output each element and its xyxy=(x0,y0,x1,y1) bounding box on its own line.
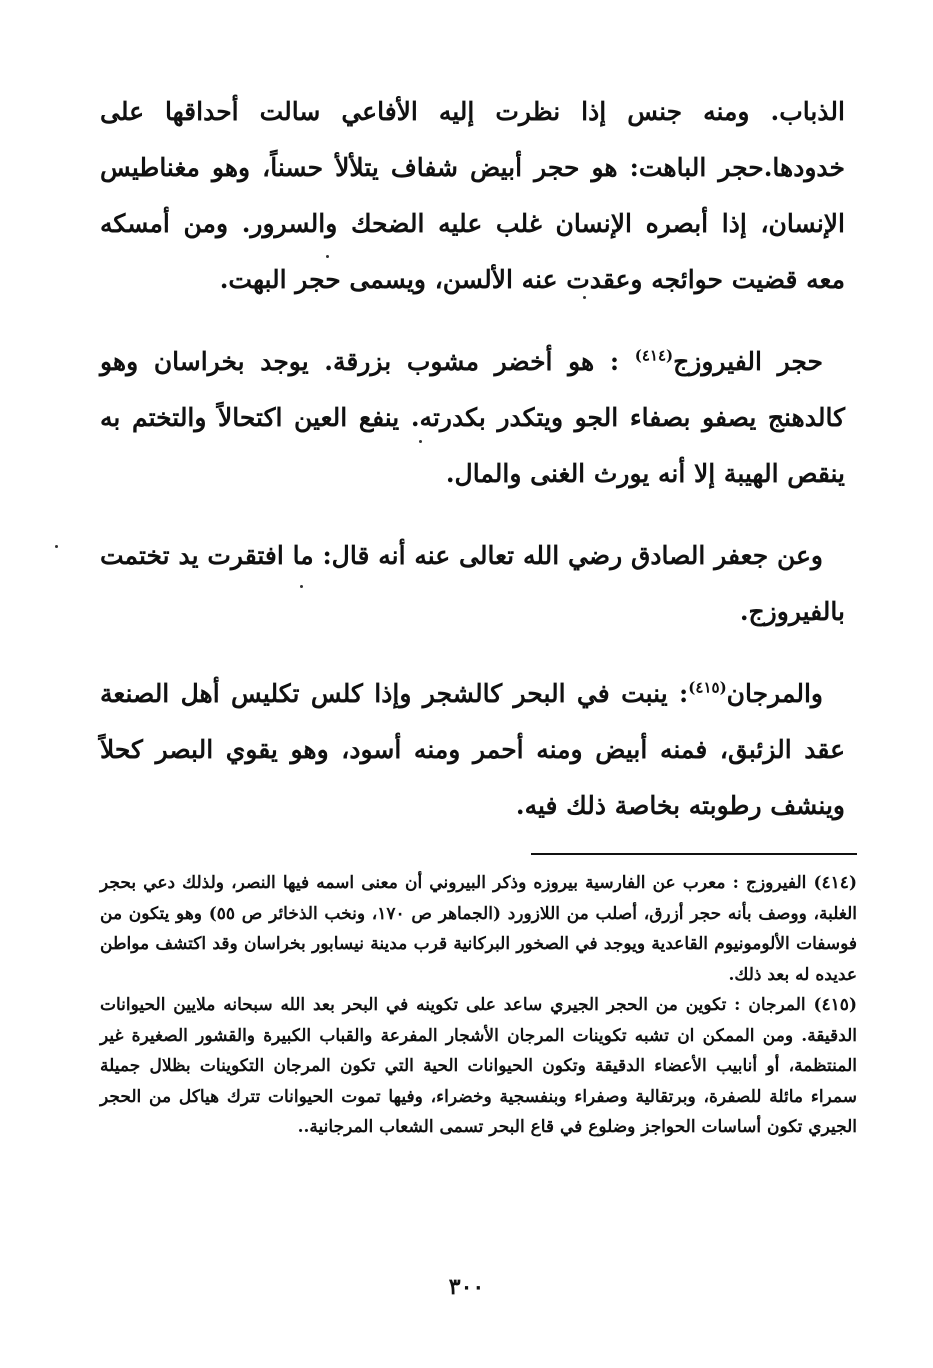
paragraph-2-text: : هو أخضر مشوب بزرقة. يوجد بخراسان وهو كالدهنج يصفو بصفاء الجو ويتكدر بكدرته. ينفع العين اكتحالاً والتختم به ينقص الهيبة إلا أنه يورث الغنى والمال. xyxy=(100,347,845,488)
paragraph-2 xyxy=(100,334,845,502)
paragraph-4-text: : ينبت في البحر كالشجر وإذا كلس تكليس أهل الصنعة عقد الزئبق، فمنه أبيض ومنه أحمر ومنه أسود، وهو يقوي البصر كحلاً وينشف رطوبته بخاصة ذلك فيه. xyxy=(100,679,845,820)
footnote-415: (٤١٥) المرجان : تكوين من الحجر الجيري ساعد على تكوينه في البحر بعد الله سبحانه ملايين الحيوانات الدقيقة. ومن الممكن ان تشبه تكوينات المرجان الأشجار المفرعة والقباب الكبيرة والقشور الصغيرة غير المنتظمة، أو أنابيب الأعضاء الدقيقة وتكون الحيوانات الحية التي تكون المرجان التكوينات بظلال جميلة سمراء مائلة للصفرة، وبرتقالية وصفراء وبنفسجية وخضراء، وفيها تموت الحيوانات تترك هياكل من الحجر الجيري تكون أساسات الحواجز وضلوع في قاع البحر تسمى الشعاب المرجانية.. xyxy=(100,995,857,1137)
scan-speck xyxy=(300,585,303,588)
scan-speck xyxy=(419,440,422,443)
footnote-ref-415[interactable]: (٤١٥) xyxy=(688,678,727,697)
paragraph-1 xyxy=(100,84,845,308)
main-text xyxy=(100,84,845,860)
paragraph-3 xyxy=(100,528,845,640)
footnotes xyxy=(100,868,857,1143)
scan-speck xyxy=(55,545,58,548)
scan-speck xyxy=(326,255,329,258)
footnote-ref-414[interactable]: (٤١٤) xyxy=(634,346,674,365)
paragraph-4 xyxy=(100,666,845,834)
paragraph-4-lead: والمرجان xyxy=(726,679,823,708)
paragraph-2-lead: حجر الفيروزج xyxy=(673,347,823,376)
footnote-414: (٤١٤) الفيروزج : معرب عن الفارسية بيروزه وذكر البيروني أن معنى اسمه فيها النصر، ولذلك دعي بحجر الغلبة، ووصف بأنه حجر أزرق، أصلب من اللازورد (الجماهر ص ١٧٠، ونخب الذخائر ص ٥٥) وهو يتكون من فوسفات الألومونيوم القاعدية ويوجد في الصخور البركانية قرب مدينة نيسابور بخراسان وقد اكتشف مواطن عديده له بعد ذلك. xyxy=(100,873,858,985)
paragraph-3-text: وعن جعفر الصادق رضي الله تعالى عنه أنه قال: ما افتقرت يد تختمت بالفيروزج. xyxy=(100,541,845,626)
scan-speck xyxy=(583,296,586,299)
paragraph-1-text: الذباب. ومنه جنس إذا نظرت إليه الأفاعي سالت أحداقها على خدودها.حجر الباهت: هو حجر أبيض شفاف يتلألأ حسناً، وهو مغناطيس الإنسان، إذا أبصره الإنسان غلب عليه الضحك والسرور. ومن أمسكه معه قضيت حوائجه وعقدت عنه الألسن، ويسمى حجر البهت. xyxy=(100,97,845,294)
footnote-divider xyxy=(531,853,857,855)
page-number: ٣٠٠ xyxy=(448,1274,485,1300)
